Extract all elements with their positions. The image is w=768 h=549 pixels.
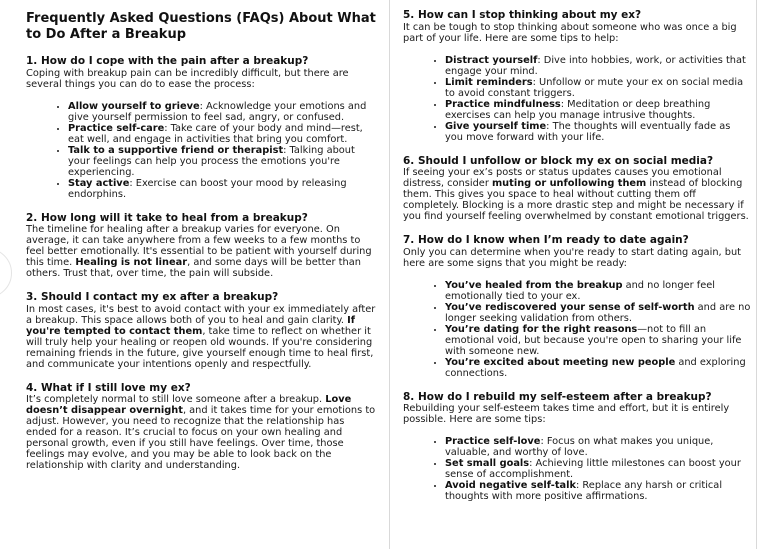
answer-bold-text: Stay active (68, 177, 130, 189)
answer-bold-text: Practice self-love (445, 436, 541, 447)
faq-question: 8. How do I rebuild my self-esteem after a breakup? (403, 390, 712, 403)
answer-text: : Unfollow or mute your ex on social media to avoid constant triggers. (445, 76, 744, 99)
answer-text: : Focus on what makes you unique, valuable, and worthy of love. (445, 436, 714, 458)
faq-section (403, 391, 751, 503)
faq-bullet-item (445, 121, 751, 143)
faq-bullet-list (433, 55, 751, 143)
faq-question: 2. How long will it take to heal from a breakup? (26, 211, 308, 224)
answer-text: If seeing your ex’s posts or status updates causes you emotional distress, consider (403, 167, 722, 189)
answer-text: and are no longer seeking validation from others. (445, 301, 751, 324)
faq-answer (26, 224, 378, 279)
faq-question: 4. What if I still love my ex? (26, 381, 191, 394)
faq-section (26, 291, 378, 370)
faq-bullet-list (433, 280, 751, 379)
faq-answer (26, 394, 378, 471)
answer-bold-text: Give yourself time (445, 120, 547, 132)
answer-bold-text: You’re excited about meeting new people (445, 356, 676, 368)
answer-text: In most cases, it's best to avoid contact with your ex immediately after a breakup. This space allows both of you to heal and gain clarity. (26, 303, 376, 326)
answer-text: : The thoughts will eventually fade as you move forward with your life. (445, 120, 731, 143)
answer-text: : Dive into hobbies, work, or activities that engage your mind. (445, 54, 746, 77)
faq-section (403, 155, 751, 223)
faq-question: 6. Should I unfollow or block my ex on social media? (403, 154, 714, 167)
faq-question: 5. How can I stop thinking about my ex? (403, 9, 642, 21)
faq-section (26, 212, 378, 280)
answer-text: and no longer feel emotionally tied to your ex. (445, 279, 715, 302)
faq-sections-right (403, 9, 751, 502)
faq-section (403, 234, 751, 379)
answer-text: Only you can determine when you're ready to start dating again, but here are some signs that you might be ready: (403, 246, 742, 269)
faq-bullet-item (68, 145, 378, 178)
faq-answer (403, 167, 751, 222)
answer-text: and exploring connections. (445, 356, 746, 379)
faq-column-left (26, 11, 378, 483)
answer-text: : Achieving little milestones can boost your sense of accomplishment. (445, 458, 741, 480)
faq-bullet-item (445, 77, 751, 99)
answer-bold-text: muting or unfollowing them (491, 178, 647, 189)
answer-text: The timeline for healing after a breakup varies for everyone. On average, it can take anywhere from a few weeks to a few months to feel better emotionally. It's essential to be patient with yourself during this time. (26, 224, 372, 268)
faq-bullet-item (445, 436, 751, 458)
answer-bold-text: Distract yourself (445, 54, 538, 66)
answer-text: instead of blocking them. This gives you space to heal without cutting them off completely. Blocking is a more drastic step and might be necessary if you find yourself feeling overwhelmed by constant emotional triggers. (403, 178, 749, 222)
answer-bold-text: Avoid negative self-talk (445, 480, 577, 491)
answer-bold-text: Allow yourself to grieve (68, 100, 200, 112)
faq-section (26, 55, 378, 200)
answer-text: , take time to reflect on whether it will truly help your healing or reopen old wounds. If you're considering remaining friends in the future, give yourself enough time to heal first, and communicate your intentions openly and respectfully. (26, 325, 374, 370)
answer-text: : Acknowledge your emotions and give yourself permission to feel sad, angry, or confused. (68, 100, 367, 123)
column-divider (389, 0, 390, 549)
answer-text: : Replace any harsh or critical thoughts with more positive affirmations. (445, 480, 723, 502)
faq-section (403, 9, 751, 143)
decorative-arc (0, 248, 12, 298)
answer-text: —not to fill an emotional void, but because you're open to sharing your life with someone new. (445, 323, 742, 357)
page-right-border (756, 0, 757, 549)
faq-answer (403, 403, 751, 425)
answer-text: : Exercise can boost your mood by releasing endorphins. (68, 177, 347, 200)
answer-bold-text: If you're tempted to contact them (26, 314, 356, 337)
faq-sections-left (26, 55, 378, 471)
answer-bold-text: You’ve healed from the breakup (445, 279, 623, 291)
answer-text: Rebuilding your self-esteem takes time and effort, but it is entirely possible. Here are some tips: (403, 403, 730, 425)
answer-text: Coping with breakup pain can be incredibly difficult, but there are several things you can do to ease the process: (26, 67, 349, 90)
faq-bullet-list (56, 101, 378, 200)
faq-bullet-item (68, 123, 378, 145)
faq-bullet-item (445, 280, 751, 302)
answer-bold-text: Love doesn’t disappear overnight (26, 394, 352, 416)
answer-bold-text: Set small goals (445, 458, 530, 469)
answer-bold-text: Talk to a supportive friend or therapist (68, 144, 284, 156)
answer-text: It can be tough to stop thinking about someone who was once a big part of your life. Here are some tips to help: (403, 21, 737, 44)
answer-text: It’s completely normal to still love someone after a breakup. (26, 394, 326, 405)
faq-bullet-item (445, 357, 751, 379)
faq-section (26, 382, 378, 472)
faq-bullet-item (445, 302, 751, 324)
answer-text: , and it takes time for your emotions to adjust. However, you need to recognize that the relationship has ended for a reason. It’s crucial to focus on your own healing and personal growth, even if you still have feelings. Over time, those feelings may evolve, and you may be able to look back on the relationship with clarity and understanding. (26, 405, 376, 471)
faq-bullet-item (445, 55, 751, 77)
answer-bold-text: You’ve rediscovered your sense of self-worth (445, 301, 695, 313)
answer-bold-text: Limit reminders (445, 76, 533, 88)
faq-bullet-item (445, 99, 751, 121)
answer-bold-text: You’re dating for the right reasons (445, 323, 638, 335)
faq-bullet-item (68, 178, 378, 200)
faq-bullet-list (433, 436, 751, 502)
answer-text: : Meditation or deep breathing exercises can help you manage intrusive thoughts. (445, 98, 711, 121)
answer-bold-text: Healing is not linear (75, 257, 188, 268)
answer-bold-text: Practice self-care (68, 122, 165, 134)
answer-bold-text: Practice mindfulness (445, 98, 561, 110)
faq-answer (26, 68, 378, 90)
faq-answer (403, 247, 751, 269)
faq-question: 7. How do I know when I’m ready to date again? (403, 234, 689, 246)
faq-bullet-item (445, 480, 751, 502)
faq-bullet-item (68, 101, 378, 123)
answer-text: , and some days will be better than others. Trust that, over time, the pain will subside. (26, 257, 361, 279)
faq-bullet-item (445, 458, 751, 480)
faq-answer (26, 304, 378, 370)
faq-answer (403, 22, 751, 44)
answer-text: : Talking about your feelings can help you process the emotions you're experiencing. (68, 144, 355, 178)
faq-question: 1. How do I cope with the pain after a breakup? (26, 55, 309, 67)
page-title: Frequently Asked Questions (FAQs) About What to Do After a Breakup (26, 11, 376, 42)
faq-column-right (403, 9, 751, 514)
faq-bullet-item (445, 324, 751, 357)
answer-text: : Take care of your body and mind—rest, eat well, and engage in activities that bring you comfort. (68, 122, 363, 145)
faq-question: 3. Should I contact my ex after a breakup? (26, 291, 279, 303)
